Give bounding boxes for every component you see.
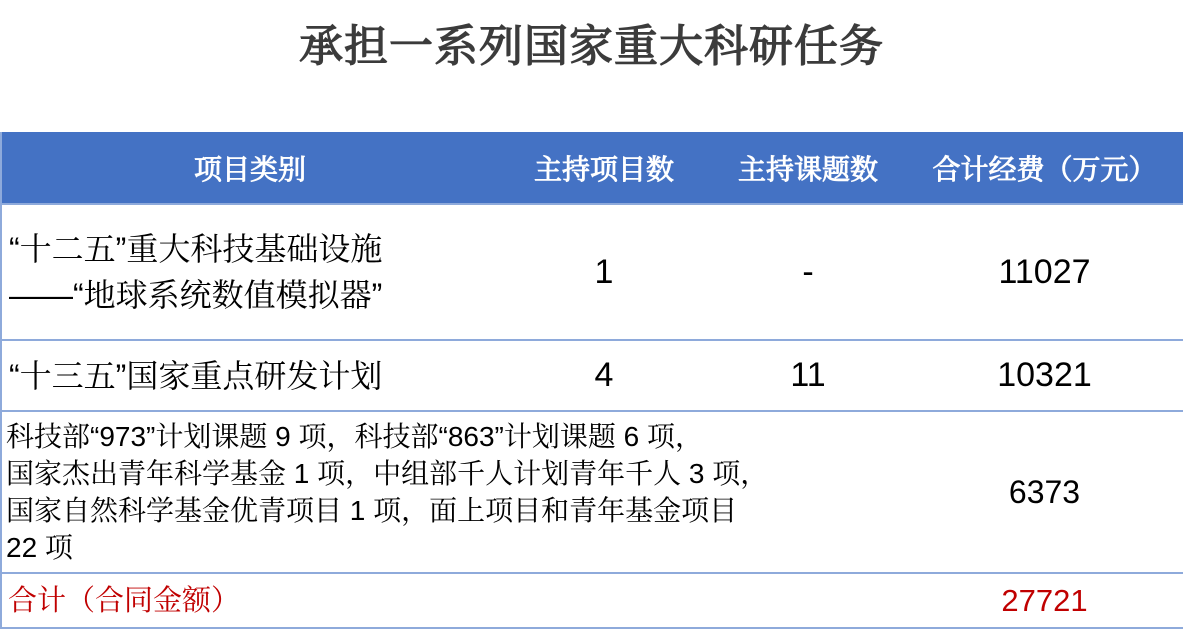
funding-cell: 6373	[906, 411, 1183, 573]
funding-cell: 10321	[906, 340, 1183, 411]
column-header-project-category: 项目类别	[1, 132, 498, 204]
table-row	[1, 411, 1183, 573]
header-row	[1, 132, 1183, 204]
category-cell	[1, 204, 498, 340]
column-header-topics-led: 主持课题数	[710, 132, 906, 204]
category-line: “十三五”国家重点研发计划	[9, 357, 383, 394]
category-cell	[1, 411, 906, 573]
category-line: 国家杰出青年科学基金 1 项，中组部千人计划青年千人 3 项，	[6, 458, 769, 489]
category-line: 22 项	[6, 532, 73, 563]
projects-count-cell: 4	[498, 340, 710, 411]
table-row	[1, 340, 1183, 411]
table-row	[1, 204, 1183, 340]
topics-count-cell: -	[710, 204, 906, 340]
column-header-total-funding: 合计经费（万元）	[906, 132, 1183, 204]
total-funding-cell: 27721	[906, 573, 1183, 628]
total-label-cell: 合计（合同金额）	[1, 573, 906, 628]
funding-cell: 11027	[906, 204, 1183, 340]
total-row	[1, 573, 1183, 628]
page-title: 承担一系列国家重大科研任务	[299, 22, 884, 71]
category-cell	[1, 340, 498, 411]
topics-count-cell: 11	[710, 340, 906, 411]
research-tasks-table	[0, 132, 1183, 629]
category-line: “十二五”重大科技基础设施	[9, 231, 383, 267]
projects-count-cell: 1	[498, 204, 710, 340]
column-header-projects-led: 主持项目数	[498, 132, 710, 204]
category-line: 科技部“973”计划课题 9 项，科技部“863”计划课题 6 项，	[6, 421, 703, 452]
category-line: 国家自然科学基金优青项目 1 项，面上项目和青年基金项目	[6, 495, 738, 526]
category-line: ——“地球系统数值模拟器”	[9, 277, 383, 313]
